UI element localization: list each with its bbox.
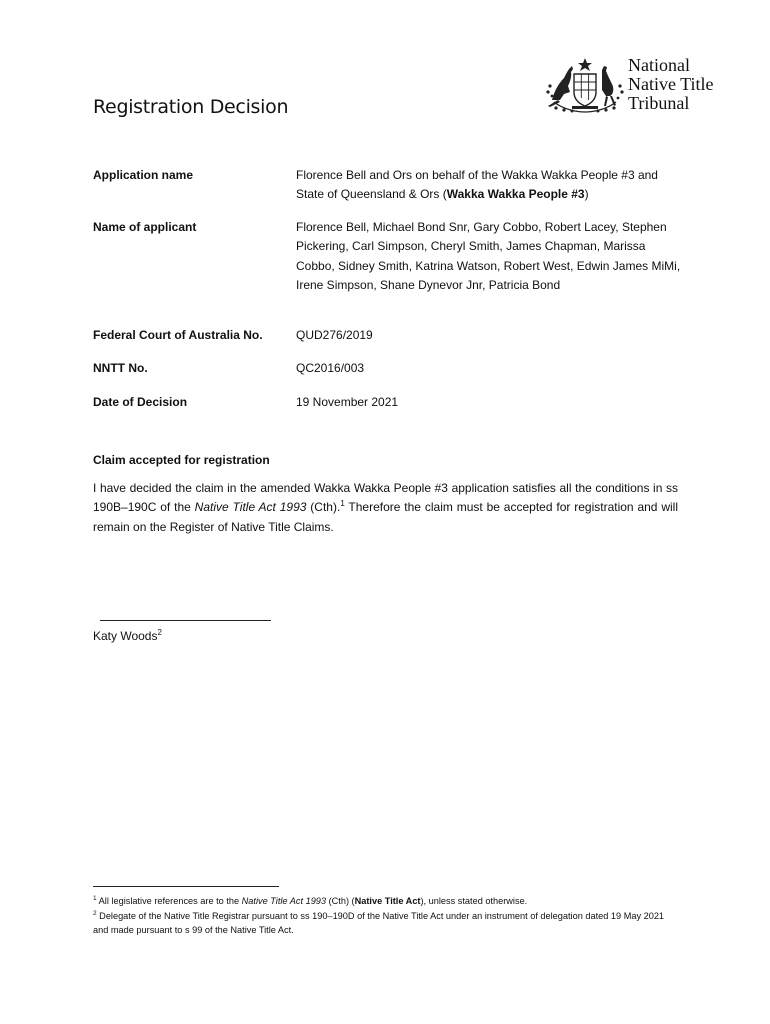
footnote-1-text-b: (Cth) ( <box>326 896 355 906</box>
federal-court-value: QUD276/2019 <box>296 328 373 342</box>
decision-date-value: 19 November 2021 <box>296 395 399 409</box>
application-name-label: Application name <box>93 168 194 182</box>
nntt-label: NNTT No. <box>93 361 148 375</box>
footnote-2 <box>93 909 678 938</box>
application-name-close: ) <box>584 187 589 202</box>
decision-paragraph <box>93 479 678 537</box>
applicant-label: Name of applicant <box>93 220 197 234</box>
footnote-1-text-c: ), unless stated otherwise. <box>420 896 528 906</box>
logo-line-2: Native Title <box>628 74 714 94</box>
logo-line-3: Tribunal <box>628 93 690 113</box>
logo-line-1: National <box>628 55 690 75</box>
footnote-divider <box>93 886 279 887</box>
page-title: Registration Decision <box>93 96 289 118</box>
decision-text-3: Therefore the claim must be accepted for registration and will remain on the Register of Native Title Claims. <box>93 500 679 534</box>
footnote-1 <box>93 894 678 909</box>
act-name: Native Title Act 1993 <box>194 500 307 515</box>
signature-line <box>100 620 271 621</box>
coat-of-arms-icon <box>544 56 626 114</box>
footnote-1-text-a: All legislative references are to the <box>96 896 242 906</box>
federal-court-label: Federal Court of Australia No. <box>93 328 263 342</box>
decision-text-2: (Cth). <box>306 500 341 515</box>
signatory <box>93 629 162 643</box>
decision-heading: Claim accepted for registration <box>93 453 270 467</box>
footnote-1-italic: Native Title Act 1993 <box>241 896 327 906</box>
footnote-2-number: 2 <box>93 909 97 917</box>
signatory-name: Katy Woods <box>93 629 158 643</box>
application-short-name: Wakka Wakka People #3 <box>446 187 585 202</box>
footnote-ref-1[interactable]: 1 <box>340 499 345 509</box>
nntt-logo <box>544 56 744 116</box>
decision-date-label: Date of Decision <box>93 395 188 409</box>
footnotes <box>93 894 678 938</box>
application-name-value <box>296 166 681 205</box>
footnote-ref-2[interactable]: 2 <box>157 628 162 637</box>
nntt-value: QC2016/003 <box>296 361 365 375</box>
application-name-text: Florence Bell and Ors on behalf of the Wakka Wakka People #3 and State of Queensland & Ors ( <box>296 168 658 202</box>
decision-text-1: I have decided the claim in the amended Wakka Wakka People #3 application satisfies all the conditions in ss 190B–190C of the <box>93 481 678 515</box>
footnote-1-number: 1 <box>93 894 97 902</box>
footnote-1-bold: Native Title Act <box>354 896 421 906</box>
logo-wordmark <box>628 56 714 113</box>
applicant-value: Florence Bell, Michael Bond Snr, Gary Cobbo, Robert Lacey, Stephen Pickering, Carl Simpson, Cheryl Smith, James Chapman, Marissa Cobbo, Sidney Smith, Katrina Watson, Robert West, Edwin James MiMi, Irene Simpson, Shane Dynevor Jnr, Patricia Bond <box>296 220 681 292</box>
footnote-2-text: Delegate of the Native Title Registrar pursuant to ss 190–190D of the Native Title Act under an instrument of delegation dated 19 May 2021 and made pursuant to s 99 of the Native Title Act. <box>93 910 665 936</box>
